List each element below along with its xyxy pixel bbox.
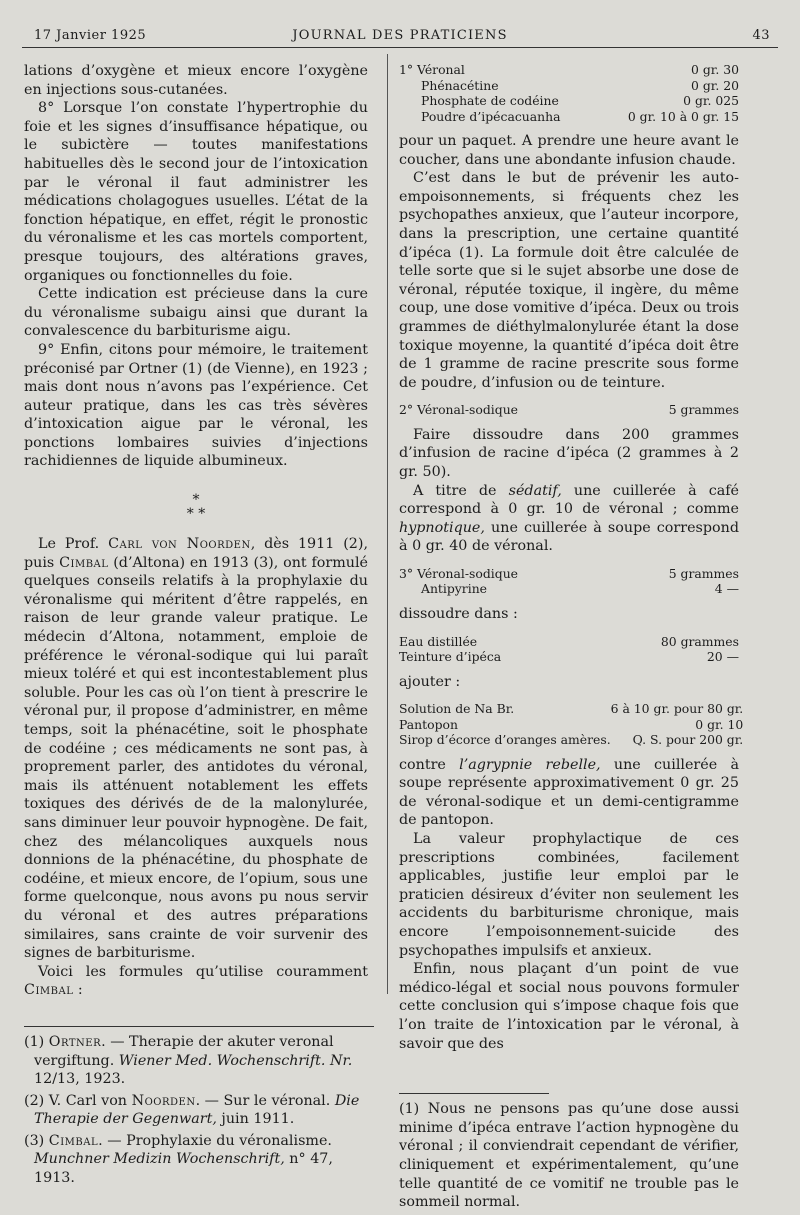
- ingredient-name: Antipyrine: [421, 581, 488, 597]
- right-paragraph-3: Faire dissoudre dans 200 grammes d’infusion de racine d’ipéca (2 grammes à 2 gr. 50).: [399, 426, 739, 480]
- emphasis: hypnotique,: [399, 519, 485, 536]
- footnote-author: Noorden: [131, 1092, 196, 1109]
- header-date: 17 Janvier 1925: [34, 28, 147, 43]
- formula-4: [399, 634, 739, 665]
- formula-row: [399, 402, 739, 418]
- formula-1: [399, 62, 739, 124]
- ingredient-quantity: 5 grammes: [668, 402, 739, 418]
- header-rule: [22, 47, 778, 48]
- formula-row: [399, 717, 743, 733]
- ingredient-quantity: 6 à 10 gr. pour 80 gr.: [610, 701, 744, 717]
- ingredient-quantity: 0 gr. 10 à 0 gr. 15: [627, 108, 739, 124]
- ingredient-quantity: 0 gr. 30: [691, 62, 739, 77]
- footnote-journal: Munchner Medizin Wochenschrift,: [34, 1151, 285, 1168]
- text-run: , dès 1911 (2), puis: [24, 536, 369, 571]
- right-paragraph-2: C’est dans le but de prévenir les auto-empoisonnements, si fréquents chez les psychopathes anxieux, que l’auteur incorpore, dans la prescription, une certaine quantité d’ipéca (1). La formule doit être calculée de telle sorte que si le sujet absorbe une dose de véronal, réputée toxique, il ingère, du même coup, une dose vomitive d’ipéca. Deux ou trois grammes de diéthylmalonylurée étant la dose toxique moyenne, la quantité d’ipéca doit être de 1 gramme de racine prescrite sous forme de poudre, d’infusion ou de teinture.: [399, 170, 739, 391]
- formula-table: [399, 634, 739, 665]
- formula-row: [399, 62, 739, 78]
- emphasis: l’agrypnie rebelle,: [459, 756, 601, 773]
- ingredient-name: Solution de Na Br.: [399, 701, 515, 717]
- formula-row: [399, 649, 739, 665]
- footnote-text: . — Prophylaxie du véronalisme.: [98, 1132, 332, 1149]
- ingredient-name: Phosphate de codéine: [421, 93, 559, 108]
- formula-row: [399, 581, 739, 597]
- formula-2: [399, 402, 739, 418]
- footnote-number: (1): [24, 1033, 49, 1050]
- ingredient-quantity: Q. S. pour 200 gr.: [632, 732, 744, 748]
- formula-row: [399, 109, 739, 125]
- formula-table: [399, 402, 739, 418]
- footnote-rule: [399, 1093, 549, 1094]
- text-run: Voici les formules qu’utilise couramment: [38, 963, 368, 980]
- separator-star-bottom: * *: [186, 506, 206, 523]
- emphasis: sédatif,: [508, 482, 562, 499]
- right-paragraph-4: [399, 482, 739, 556]
- footnote-rule: [24, 1026, 374, 1027]
- right-footnotes: [399, 1100, 739, 1212]
- right-paragraph-5: [399, 756, 739, 830]
- ingredient-name: Eau distillée: [399, 633, 478, 649]
- footnote-1: [24, 1033, 368, 1089]
- text-run: une cuillerée à soupe correspond à 0 gr. 40 de véronal.: [399, 519, 739, 555]
- ingredient-quantity: 80 grammes: [660, 633, 739, 649]
- right-paragraph-6: La valeur prophylactique de ces prescriptions combinées, facilement applicables, justifie leur emploi par le praticien désireux d’éviter non seulement les accidents du barbiturisme chronique, mais encore l’empoisonnement-suicide des psychopathes impulsifs et anxieux.: [399, 831, 739, 959]
- column-divider: [387, 54, 388, 994]
- ingredient-name: 1° Véronal: [399, 62, 465, 77]
- ingredient-name: Pantopon: [399, 716, 458, 732]
- text-run: :: [73, 982, 83, 999]
- text-run: une cuillerée à soupe représente approximativement 0 gr. 25 de véronal-sodique et un demi-centigramme de pantopon.: [399, 756, 739, 829]
- section-separator: [24, 493, 368, 521]
- footnote-text: . — Therapie der akuter veronal vergiftung.: [34, 1033, 334, 1069]
- text-run: A titre de: [413, 482, 509, 499]
- right-paragraph-7: Enfin, nous plaçant d’un point de vue médico-légal et social nous pouvons formuler cette conclusion qui s’impose chaque fois que l’on traite de l’intoxication par le véronal, à savoir que des: [399, 961, 739, 1052]
- left-paragraph-4: 9° Enfin, citons pour mémoire, le traitement préconisé par Ortner (1) (de Vienne), en 1923 ; mais dont nous n’avons pas l’expérience. Cet auteur pratique, dans les cas très sévères d’intoxication aigue par le véronal, les ponctions lombaires suivies d’injections rachidiennes de liquide albumineux.: [24, 341, 368, 470]
- formula-5: [399, 701, 744, 748]
- ingredient-quantity: 20 —: [706, 649, 739, 665]
- left-column: [24, 62, 368, 1191]
- footnote-author: Ortner: [48, 1033, 102, 1050]
- separator-star-top: *: [192, 492, 200, 509]
- formula-row: [399, 93, 739, 109]
- formula-row: [399, 566, 739, 582]
- footnote-text: 12/13, 1923.: [34, 1071, 126, 1088]
- footnote-number: (3): [24, 1132, 49, 1149]
- author-name: Carl von Noorden: [108, 536, 251, 553]
- footnote-author: Cimbal: [48, 1132, 99, 1149]
- ingredient-quantity: 0 gr. 10: [695, 716, 744, 732]
- text-run: (d’Altona) en 1913 (3), ont formulé quelques conseils relatifs à la prophylaxie du véronalisme qui méritent d’être rappelés, en raison de leur grande valeur pratique. Le médecin d’Altona, notamment, emploie de préférence le véronal-sodique qui lui paraît mieux toléré et qui est incontestablement plus soluble. Pour les cas où l’on tient à prescrire le véronal pur, il propose d’administrer, en même temps, soit la phénacétine, soit le phosphate de codéine ; ces médicaments ne sont pas, à proprement parler, des antidotes du véronal, mais ils atténuent notablement les effets toxiques des dérivés de de la malonylurée, sans diminuer leur pouvoir hypnogène. De fait, chez des mélancoliques auxquels nous donnions de la phénacétine, du phosphate de codéine, et mieux encore, de l’opium, sous une forme quelconque, nous avons pu nous servir du véronal et des autres préparations similaires, sans crainte de voir survenir des signes de barbiturisme.: [24, 554, 368, 962]
- ingredient-quantity: 4 —: [714, 581, 739, 597]
- left-paragraph-3: Cette indication est précieuse dans la cure du véronalisme subaigu ainsi que durant la convalescence du barbiturisme aigu.: [24, 286, 368, 340]
- ingredient-name: Poudre d’ipécacuanha: [421, 108, 561, 124]
- footnote-journal: Wiener Med. Wochenschrift. Nr.: [118, 1052, 353, 1069]
- formula-row: [399, 701, 743, 717]
- ingredient-name: 2° Véronal-sodique: [399, 402, 519, 418]
- left-paragraph-5: [24, 535, 368, 963]
- header-journal-title: JOURNAL DES PRATICIENS: [292, 28, 508, 43]
- page-header: [30, 28, 770, 48]
- footnote-text: juin 1911.: [216, 1111, 295, 1128]
- right-paragraph-1: pour un paquet. A prendre une heure avant le coucher, dans une abondante infusion chaude.: [399, 133, 739, 168]
- ingredient-name: Sirop d’écorce d’oranges amères.: [399, 732, 611, 748]
- label-ajouter: ajouter :: [399, 673, 461, 690]
- footnote-text: n° 47, 1913.: [34, 1151, 333, 1187]
- formula-row: [399, 732, 743, 748]
- footnote-journal: Die Therapie der Gegenwart,: [34, 1092, 360, 1128]
- header-page-number: 43: [752, 28, 770, 43]
- footnote-text: . — Sur le véronal.: [195, 1092, 335, 1109]
- left-paragraph-1: lations d’oxygène et mieux encore l’oxygène en injections sous-cutanées.: [24, 63, 368, 98]
- ingredient-name: 3° Véronal-sodique: [399, 565, 519, 581]
- author-name: Cimbal: [59, 554, 109, 571]
- formula-table: [399, 566, 739, 597]
- footnote-1-right: (1) Nous ne pensons pas qu’une dose aussi minime d’ipéca entrave l’action hypnogène du véronal ; il conviendrait cependant de vérifier, cliniquement et expérimentalement, qu’une telle quantité de ce vomitif ne trouble pas le sommeil normal.: [399, 1101, 739, 1211]
- label-dissoudre: dissoudre dans :: [399, 605, 518, 622]
- left-paragraph-2: 8° Lorsque l’on constate l’hypertrophie du foie et les signes d’insuffisance hépatique, ou le subictère — toutes manifestations habituelles dès le second jour de l’intoxication par le véronal il faut administrer les médications cholagogues usuelles. L’état de la fonction hépatique, en effet, régit le pronostic du véronalisme et les cas mortels comportent, presque toujours, des altérations graves, organiques ou fonctionnelles du foie.: [24, 100, 368, 284]
- text-run: Le Prof.: [38, 536, 109, 553]
- footnote-number: (2) V. Carl von: [24, 1092, 132, 1109]
- formula-table: [399, 701, 743, 748]
- formula-row: [399, 78, 739, 94]
- formula-row: [399, 634, 739, 650]
- ingredient-quantity: 0 gr. 20: [691, 77, 739, 93]
- left-footnotes: [24, 1033, 368, 1188]
- footnote-3: [24, 1132, 368, 1188]
- footnote-2: [24, 1092, 368, 1129]
- text-run: contre: [399, 756, 460, 773]
- left-paragraph-6: [24, 963, 368, 1000]
- ingredient-quantity: 0 gr. 025: [683, 93, 739, 108]
- right-column: [399, 62, 744, 1215]
- ingredient-name: Phénacétine: [421, 77, 499, 93]
- formula-3: [399, 566, 739, 597]
- author-name: Cimbal: [24, 982, 74, 999]
- ingredient-quantity: 5 grammes: [668, 565, 739, 581]
- text-run: une cuillerée à café correspond à 0 gr. 10 de véronal ; comme: [399, 482, 740, 518]
- ingredient-name: Teinture d’ipéca: [399, 649, 502, 665]
- formula-table: [399, 62, 739, 124]
